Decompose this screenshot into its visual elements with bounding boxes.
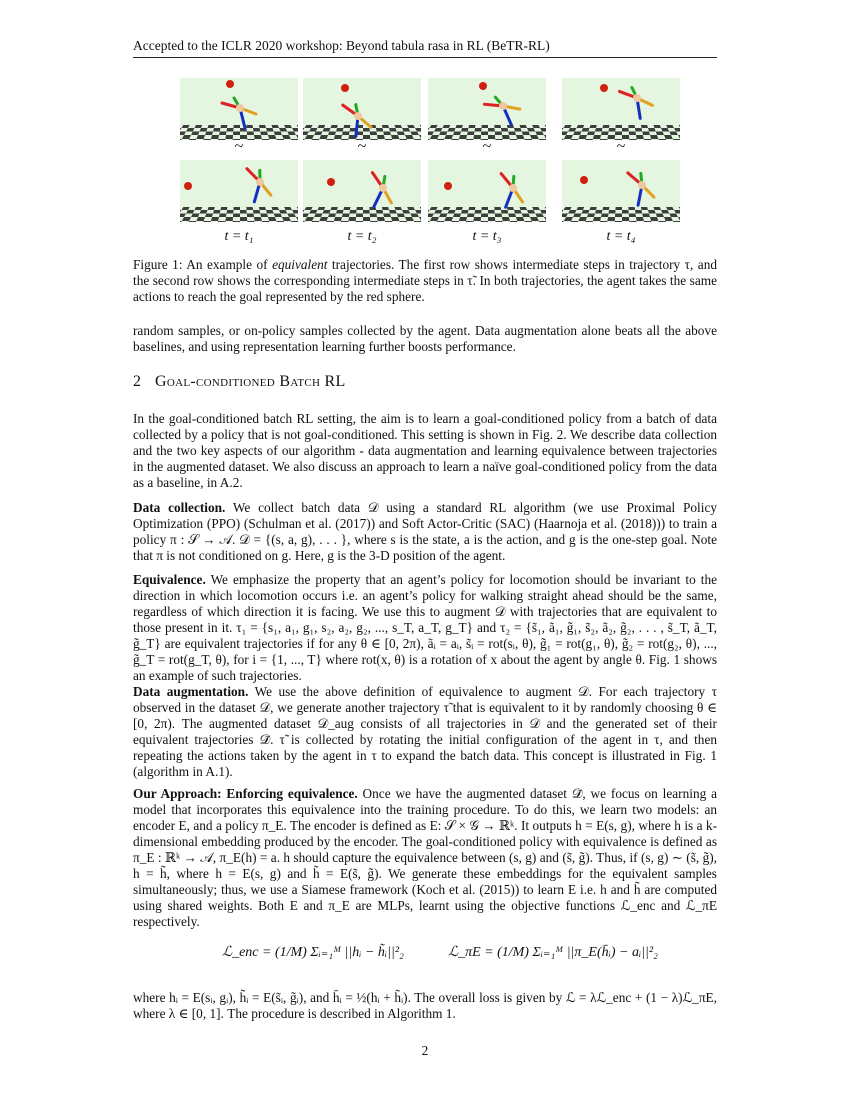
equivalence-tilde: ~ — [357, 138, 367, 155]
goal-sphere-icon — [184, 182, 192, 190]
time-label: t = t₁ — [224, 229, 254, 244]
trajectory-frame-top-1 — [180, 78, 298, 140]
ant-agent-icon — [562, 160, 680, 222]
time-label: t = t₄ — [606, 229, 636, 244]
ant-agent-icon — [428, 160, 546, 222]
ant-agent-icon — [303, 160, 421, 222]
trajectory-frame-top-3 — [428, 78, 546, 140]
trajectory-row-original — [133, 78, 717, 142]
section-heading: 2 Goal-conditioned Batch RL — [133, 373, 346, 390]
goal-sphere-icon — [479, 82, 487, 90]
loss-paragraph: where hᵢ = E(sᵢ, gᵢ), h̃ᵢ = E(s̃ᵢ, g̃ᵢ), and h̄ᵢ = ½(hᵢ + h̃ᵢ). The overall loss is given by ℒ = λℒ_enc + (1 − λ)ℒ_πE, where λ ∈ [0, 1]. The procedure is described in Algorithm 1. — [133, 990, 717, 1021]
trajectory-row-equivalent — [133, 160, 717, 224]
data-collection-paragraph: Data collection. We collect batch data 𝒟 using a standard RL algorithm (we use Proximal Policy Optimization (PPO) (Schulman et al. (2017)) and Soft Actor-Critic (SAC) (Haarnoja et al. (2018))) to train a policy π : 𝒮 → 𝒜. 𝒟 = {(s, a, g), . . . }, where s is the state, a is the action, and g is the one-step goal. Note that π is not conditioned on g. Here, g is the 3-D position of the agent. — [133, 500, 717, 563]
goal-sphere-icon — [226, 80, 234, 88]
goal-sphere-icon — [580, 176, 588, 184]
policy-loss-equation: ℒ_πE = (1/M) Σᵢ₌₁ᴹ ||π_E(h̄ᵢ) − aᵢ||²₂ — [448, 945, 658, 960]
figure-caption: Figure 1: An example of equivalent trajectories. The first row shows intermediate steps in trajectory τ, and the second row shows the corresponding intermediate steps in τ̃. In both trajectories, the agent takes the same actions to reach the goal represented by the red sphere. — [133, 257, 717, 304]
encoder-loss-equation: ℒ_enc = (1/M) Σᵢ₌₁ᴹ ||hᵢ − h̃ᵢ||²₂ — [222, 945, 404, 960]
ant-agent-icon — [303, 78, 421, 140]
ant-agent-icon — [180, 78, 298, 140]
trajectory-frame-top-2 — [303, 78, 421, 140]
equivalence-tilde: ~ — [616, 138, 626, 155]
equivalence-tilde: ~ — [482, 138, 492, 155]
goal-sphere-icon — [341, 84, 349, 92]
trajectory-frame-bottom-4 — [562, 160, 680, 222]
goal-sphere-icon — [444, 182, 452, 190]
trajectory-frame-bottom-3 — [428, 160, 546, 222]
ant-agent-icon — [562, 78, 680, 140]
intro-tail-paragraph: random samples, or on-policy samples collected by the agent. Data augmentation alone beats all the above baselines, and using representation learning further boosts performance. — [133, 323, 717, 354]
trajectory-frame-bottom-1 — [180, 160, 298, 222]
equivalence-paragraph: Equivalence. We emphasize the property that an agent’s policy for locomotion should be invariant to the direction in which locomotion occurs i.e. an agent’s policy for walking straight ahead should be the same, regardless of which direction it is facing. We use this to augment 𝒟 with trajectories that are equivalent to those present in it. τ₁ = {s₁, a₁, g₁, s₂, a₂, g₂, ..., s_T, a_T, g_T} and τ₂ = {s̃₁, ã₁, g̃₁, s̃₂, ã₂, g̃₂, . . . , s̃_T, ã_T, g̃_T} are equivalent trajectories if for any θ ∈ [0, 2π), ãᵢ = aᵢ, s̃ᵢ = rot(sᵢ, θ), g̃₁ = rot(g₁, θ), g̃₂ = rot(g₂, θ), ..., g̃_T = rot(g_T, θ), for i = {1, ..., T} where rot(x, θ) is a rotation of x about the agent by angle θ. Fig. 1 shows an example of such trajectories. — [133, 572, 717, 683]
ant-agent-icon — [428, 78, 546, 140]
time-label: t = t₂ — [347, 229, 377, 244]
ant-agent-icon — [180, 160, 298, 222]
setting-paragraph: In the goal-conditioned batch RL setting, the aim is to learn a goal-conditioned policy from a batch of data collected by a policy that is not goal-conditioned. This setting is shown in Fig. 2. We describe data collection and the two key aspects of our algorithm - data augmentation and learning equivalence between trajectories in the augmented dataset. We also discuss an approach to learn a naïve goal-conditioned policy from the data as a baseline, in A.2. — [133, 411, 717, 490]
goal-sphere-icon — [327, 178, 335, 186]
trajectory-frame-top-4 — [562, 78, 680, 140]
running-header: Accepted to the ICLR 2020 workshop: Beyond tabula rasa in RL (BeTR-RL) — [133, 38, 717, 58]
approach-paragraph: Our Approach: Enforcing equivalence. Once we have the augmented dataset 𝒟̃, we focus on learning a model that incorporates this equivalence into the training procedure. To do this, we learn two models: an encoder E, and a policy π_E. The encoder is defined as E: 𝒮 × 𝒢 → ℝᵏ. It outputs h = E(s, g), where h is a k-dimensional embedding produced by the encoder. The goal-conditioned policy with equivalence is defined as π_E : ℝᵏ → 𝒜, π_E(h) = a. h should capture the equivalence between (s, g) and (s̃, g̃). Thus, if (s, g) ∼ (s̃, g̃), h = h̃, where h = E(s, g) and h̃ = E(s̃, g̃). We generate these embeddings for the equivalent samples simultaneously; thus, we use a Siamese framework (Koch et al. (2015)) to learn E i.e. h and h̃ are computed using shared weights. Both E and π_E are MLPs, learnt using the objective functions ℒ_enc and ℒ_πE respectively. — [133, 786, 717, 929]
time-label: t = t₃ — [472, 229, 502, 244]
trajectory-frame-bottom-2 — [303, 160, 421, 222]
equivalence-tilde: ~ — [234, 138, 244, 155]
goal-sphere-icon — [600, 84, 608, 92]
data-augmentation-paragraph: Data augmentation. We use the above definition of equivalence to augment 𝒟. For each trajectory τ observed in the dataset 𝒟, we generate another trajectory τ̃ that is equivalent to it by randomly choosing θ ∈ [0, 2π). The augmented dataset 𝒟_aug consists of all trajectories in 𝒟 and the generated set of their equivalent trajectories 𝒟̃. τ̃ is collected by rotating the initial configuration of the agent in τ, and then repeating the actions taken by the agent in τ to expand the batch data. This concept is illustrated in Fig. 1 (algorithm in A.1). — [133, 684, 717, 779]
page-number: 2 — [421, 1043, 429, 1058]
